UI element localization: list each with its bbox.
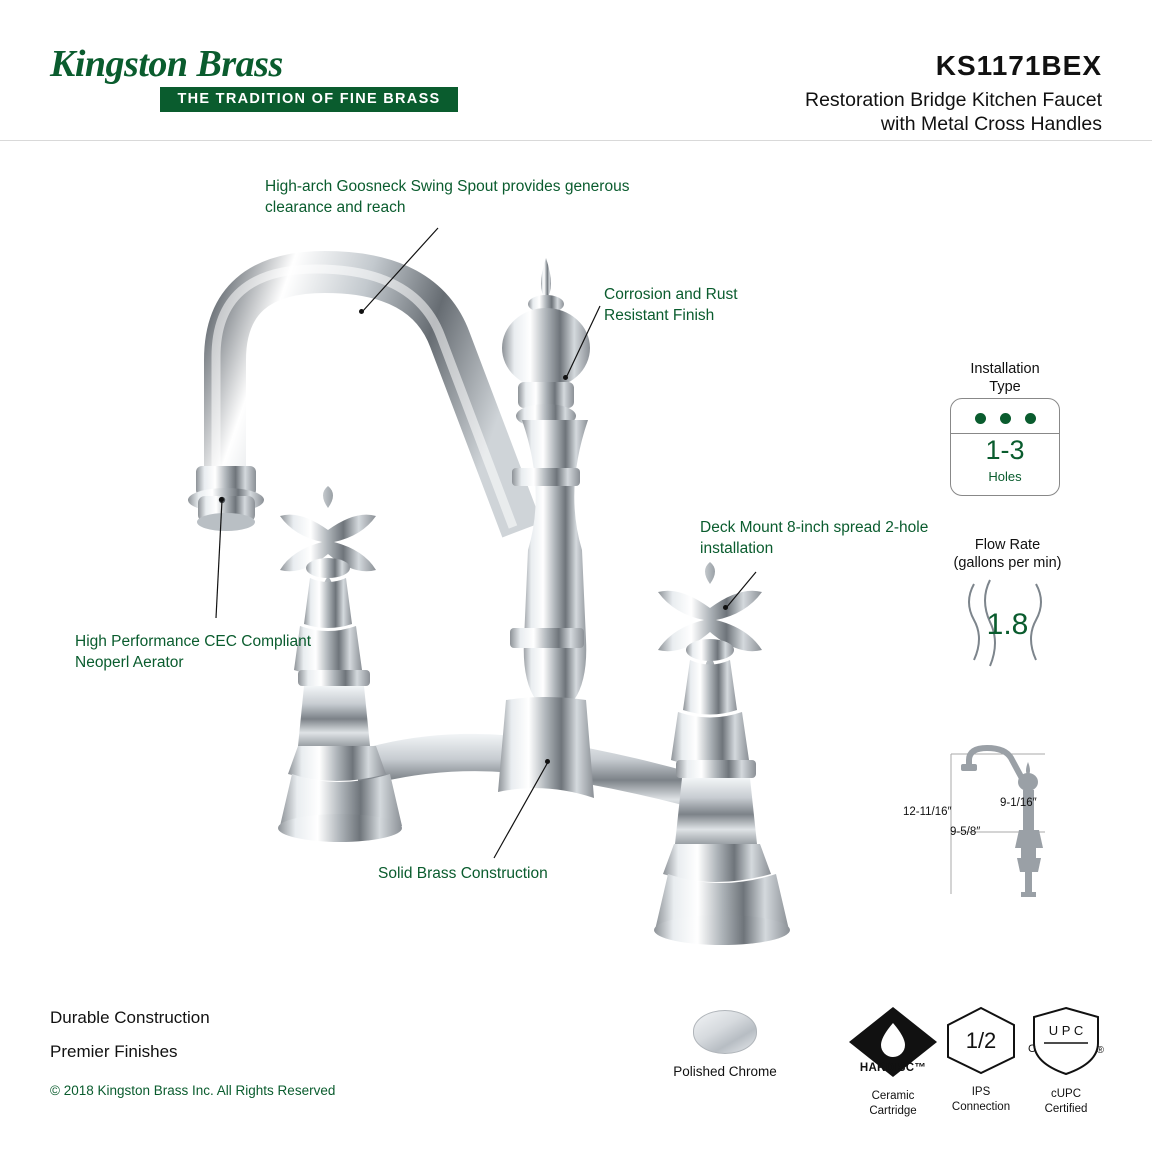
- installation-title-line2: Type: [989, 379, 1021, 396]
- installation-title-line1: Installation: [970, 361, 1040, 377]
- flow-rate-value: 1.8: [986, 608, 1029, 641]
- installation-holes-count: 1-3: [985, 435, 1025, 465]
- upc-line1: cUPC: [1050, 1088, 1082, 1101]
- hardisc-wordmark: HARDISC™: [859, 1062, 927, 1074]
- callout-dot-corrosion: [563, 375, 568, 380]
- hardisc-line2: Cartridge: [869, 1104, 917, 1117]
- brand-name: Kingston Brass: [50, 43, 283, 85]
- installation-type-title: [940, 360, 1070, 396]
- callout-brass: Solid Brass Construction: [378, 865, 548, 882]
- installation-type-badge: [950, 398, 1060, 496]
- hardisc-line1: Ceramic: [871, 1090, 915, 1103]
- product-title-line1: Restoration Bridge Kitchen Faucet: [805, 89, 1102, 111]
- installation-holes-label: Holes: [988, 469, 1022, 484]
- product-sku: KS1171BEX: [935, 50, 1102, 81]
- upc-c-mark: C: [1028, 1043, 1036, 1055]
- callout-dot-brass: [545, 759, 550, 764]
- ips-size: 1/2: [965, 1028, 997, 1053]
- hole-dot-1: [975, 413, 986, 424]
- callout-dot-spout: [359, 309, 364, 314]
- upc-line2: Certified: [1044, 1102, 1088, 1115]
- flow-rate-title: [935, 536, 1080, 572]
- copyright: © 2018 Kingston Brass Inc. All Rights Reserved: [50, 1083, 336, 1098]
- upc-caption: [1022, 1087, 1110, 1116]
- hole-dot-3: [1025, 413, 1036, 424]
- callout-aerator: High Performance CEC Compliant Neoperl Aerator: [75, 633, 312, 671]
- product-title-line2: with Metal Cross Handles: [880, 113, 1102, 135]
- flow-title-line2: (gallons per min): [953, 555, 1062, 572]
- ips-line1: IPS: [971, 1086, 991, 1099]
- upc-registered-mark: ®: [1096, 1045, 1104, 1056]
- callout-dot-deck: [723, 605, 728, 610]
- footer-line2: Premier Finishes: [50, 1042, 178, 1061]
- flow-title-line1: Flow Rate: [974, 537, 1041, 553]
- finish-swatch-block: [650, 1010, 800, 1079]
- hardisc-caption: [845, 1089, 941, 1118]
- installation-holes-dots: [951, 413, 1059, 424]
- dimension-reach-bottom: 9-5/8″: [950, 826, 981, 838]
- dimension-diagram: [895, 740, 1095, 920]
- shield-icon: [1022, 1005, 1110, 1077]
- finish-label: Polished Chrome: [673, 1064, 777, 1079]
- hardisc-badge: [845, 1005, 941, 1118]
- callout-deck-mount: Deck Mount 8-inch spread 2-hole installation: [700, 519, 929, 557]
- upc-badge: [1022, 1005, 1110, 1116]
- ips-caption: [942, 1085, 1020, 1114]
- footer-line1: Durable Construction: [50, 1008, 210, 1027]
- brand-tagline: THE TRADITION OF FINE BRASS: [160, 87, 458, 112]
- callout-corrosion: Corrosion and Rust Resistant Finish: [604, 286, 738, 324]
- callout-dot-aerator: [219, 497, 224, 502]
- dimension-reach-top: 9-1/16″: [1000, 797, 1037, 809]
- hole-dot-2: [1000, 413, 1011, 424]
- ips-line2: Connection: [951, 1100, 1011, 1113]
- svg-text:U P C: U P C: [1048, 1023, 1084, 1038]
- dimension-height: 12-11/16″: [903, 806, 952, 818]
- callout-spout: High-arch Goosneck Swing Spout provides generous clearance and reach: [265, 178, 630, 216]
- ips-badge: [942, 1005, 1020, 1114]
- polished-chrome-swatch: [693, 1010, 757, 1054]
